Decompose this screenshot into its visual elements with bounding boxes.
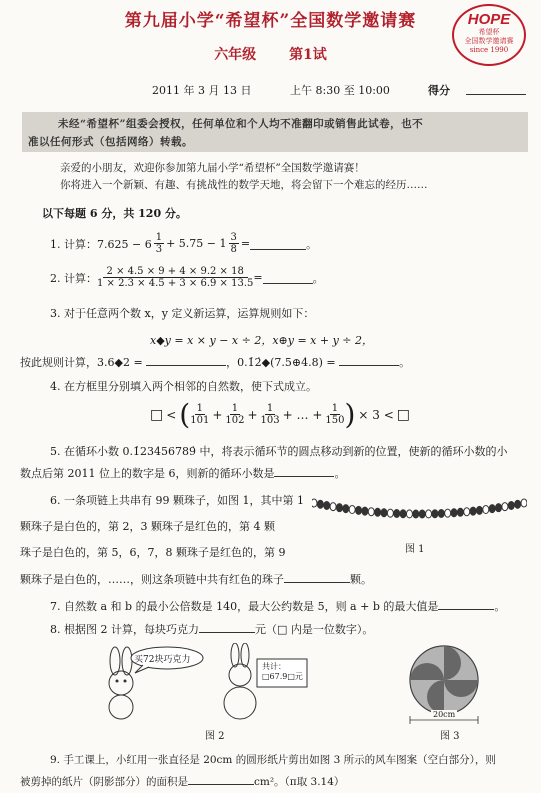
q9-text: 被剪掉的纸片（阴影部分）的面积是	[20, 776, 188, 788]
q6-line-2: 颗珠子是白色的，第 2，3 颗珠子是红色的，第 4 颗	[20, 520, 275, 533]
necklace-bead	[349, 506, 355, 514]
q3-line-3	[20, 353, 410, 370]
q3-end: 。	[399, 356, 411, 369]
q9-line-1: 9. 手工课上，小红用一张直径是 20cm 的圆形纸片剪出如图 3 所示的风车图案（空白部分），则	[50, 754, 496, 766]
q2-denominator: 1 × 2.3 × 4.5 + 3 × 6.9 × 13.5	[97, 278, 254, 289]
necklace-bead	[413, 510, 419, 518]
necklace-figure	[312, 495, 527, 535]
figure-3-caption: 图 3	[440, 731, 460, 742]
necklace-bead	[426, 510, 432, 518]
intro-line-1: 亲爱的小朋友，欢迎你参加第九届小学“希望杯”全国数学邀请赛！	[60, 162, 365, 174]
diameter-label: 20cm	[433, 710, 456, 719]
hope-cup-logo	[452, 4, 526, 66]
q4-frac-2-num: 1	[231, 403, 239, 414]
necklace-bead	[515, 500, 521, 508]
q1-suffix: =	[240, 237, 251, 250]
figure-2-caption: 图 2	[205, 731, 225, 742]
q5-end: 。	[334, 467, 346, 480]
exam-title: 第九届小学“希望杯”全国数学邀请赛	[124, 11, 417, 31]
necklace-bead	[324, 502, 330, 510]
necklace-bead	[387, 509, 393, 517]
exam-time: 上午 8:30 至 10:00	[290, 84, 390, 97]
q4-plus-2: +	[247, 407, 258, 422]
necklace-bead	[336, 504, 342, 512]
necklace-bead	[521, 499, 527, 507]
necklace-bead	[394, 510, 400, 518]
necklace-bead	[502, 503, 508, 511]
copyright-notice	[22, 112, 528, 152]
question-8	[50, 620, 373, 637]
q5-text: 数点后第 2011 位上的数字是 6，则新的循环小数是	[20, 467, 275, 480]
necklace-bead	[312, 499, 317, 507]
question-1: 1. 计算：7.625 − 6 $\frac{1}{3}$ + 5.75 − 1 $\frac{3}{8}$ = 。	[50, 232, 318, 255]
q4-frac-3	[261, 403, 280, 426]
q4-plus-1: +	[212, 407, 223, 422]
necklace-bead	[445, 509, 451, 517]
q4-lt-1: <	[166, 407, 177, 422]
necklace-bead	[483, 506, 489, 514]
notice-line-2: 准以任何形式（包括网络）转载。	[28, 136, 193, 148]
necklace-bead	[451, 509, 457, 517]
q4-frac-1	[190, 403, 209, 426]
q6-line-3: 珠子是白色的，第 5，6，7，8 颗珠子是红色的，第 9	[20, 546, 286, 559]
intro-line-2: 你将进入一个新颖、有趣、有挑战性的数学天地，将会留下一个难忘的经历……	[60, 179, 428, 191]
necklace-bead	[419, 510, 425, 518]
q4-frac-2	[225, 403, 244, 426]
q4-rparen: )	[344, 398, 356, 431]
q4-frac-2-den: 102	[225, 415, 245, 426]
q5-answer-blank[interactable]	[274, 464, 334, 477]
necklace-bead	[489, 505, 495, 513]
necklace-bead	[476, 506, 482, 514]
exam-date: 2011 年 3 月 13 日	[152, 84, 252, 97]
q5-line-2	[20, 464, 345, 481]
q9-unit: cm²。（π取 3.14）	[254, 776, 345, 788]
q7-end: 。	[494, 600, 506, 613]
q1-fraction-1	[154, 232, 164, 255]
q5-line-1: 5. 在循环小数 0.1̇23456789̇ 中，将表示循环节的圆点移动到新的位置，使新的循环小数的小	[50, 445, 508, 458]
question-2: 2. 计算： $\frac{2 \times 4.5 \times 9 + 4 \times 9.2 \times 18}{1 \times 2.3 \times 4.5 + 3 \times 6.9 \times 13.5}$ = 。	[50, 266, 324, 289]
q3-part-b: ，0.1̇2̇◆(7.5⊕4.8) =	[226, 356, 340, 369]
q4-tail: × 3 <	[358, 407, 394, 422]
q4-frac-3-num: 1	[266, 403, 274, 414]
q4-frac-4-den: 150	[325, 415, 345, 426]
q2-prefix: 2. 计算：	[50, 271, 97, 285]
q4-box-left[interactable]: □	[150, 406, 164, 423]
q6-text: 颗珠子是白色的，……，则这条项链中共有红色的珠子	[20, 573, 284, 586]
q1-f1-num: 1	[155, 232, 163, 243]
q4-dots: + … +	[282, 407, 323, 422]
rabbit-left-icon	[109, 647, 133, 719]
necklace-bead	[375, 508, 381, 516]
necklace-bead	[381, 509, 387, 517]
q1-f1-den: 3	[155, 244, 163, 255]
logo-text: HOPE	[467, 11, 511, 28]
necklace-bead	[330, 503, 336, 511]
rabbit-right-icon	[224, 643, 256, 719]
q4-lparen: (	[179, 398, 191, 431]
q1-mid: + 5.75 − 1	[166, 237, 227, 250]
q9-answer-blank[interactable]	[188, 772, 254, 785]
q6-line-4	[20, 570, 372, 587]
necklace-bead	[464, 508, 470, 516]
necklace-bead	[400, 510, 406, 518]
q2-numerator: 2 × 4.5 × 9 + 4 × 9.2 × 18	[103, 266, 248, 278]
q4-line-1: 4. 在方框里分别填入两个相邻的自然数，使下式成立。	[50, 380, 317, 393]
q8-text: 8. 根据图 2 计算，每块巧克力	[50, 623, 199, 636]
question-7	[50, 597, 505, 614]
necklace-bead	[432, 510, 438, 518]
q6-end: 颗。	[350, 573, 372, 586]
notice-line-1: 未经“希望杯”组委会授权，任何单位和个人均不准翻印或销售此试卷，也不	[58, 118, 424, 130]
q4-frac-1-num: 1	[196, 403, 203, 414]
necklace-bead	[496, 504, 502, 512]
q8-unit: 元（□ 内是一位数字）。	[254, 623, 374, 636]
q3-line-1: 3. 对于任意两个数 x，y 定义新运算，运算规则如下：	[50, 307, 315, 320]
bubble-text: 买72块巧克力	[134, 655, 191, 665]
q4-frac-1-den: 101	[190, 415, 210, 426]
score-blank[interactable]	[466, 94, 526, 95]
q7-answer-blank[interactable]	[438, 597, 494, 610]
necklace-bead	[362, 507, 368, 515]
round-label: 第1试	[289, 47, 327, 63]
q1-f2-num: 3	[230, 232, 237, 243]
q9-line-2	[20, 772, 344, 789]
figure-2-illustration	[95, 643, 315, 723]
necklace-bead	[508, 502, 514, 510]
section-label: 以下每题 6 分，共 120 分。	[42, 207, 187, 220]
necklace-bead	[356, 506, 362, 514]
board-text	[262, 662, 303, 682]
necklace-bead	[438, 510, 444, 518]
figure-1-caption: 图 1	[405, 544, 425, 555]
q3-rule: x◆y = x × y − x ÷ 2，x⊕y = x + y ÷ 2，	[150, 334, 374, 347]
q2-fraction	[97, 266, 253, 289]
board-title: 共计：	[262, 662, 286, 671]
board-value: □67.9□元	[262, 672, 303, 681]
q3-part-a: 按此规则计算，3.6◆2 =	[20, 356, 147, 369]
q1-prefix: 1. 计算：7.625 − 6	[50, 237, 152, 251]
q1-f2-den: 8	[230, 244, 237, 255]
q2-suffix: =	[253, 271, 263, 284]
q4-frac-3-den: 103	[260, 415, 280, 426]
q1-fraction-2	[229, 232, 239, 255]
score-label: 得分	[428, 84, 450, 97]
q6-line-1: 6. 一条项链上共串有 99 颗珠子，如图 1，其中第 1	[50, 494, 304, 507]
logo-cn: 希望杯	[478, 28, 500, 36]
q2-answer-blank[interactable]	[263, 271, 313, 284]
q7-text: 7. 自然数 a 和 b 的最小公倍数是 140，最大公约数是 5，则 a + b 的最大值是	[50, 600, 439, 613]
q4-frac-4	[325, 403, 344, 426]
grade-label: 六年级	[214, 47, 257, 63]
q4-box-right[interactable]: □	[396, 406, 411, 423]
logo-since: since 1990	[469, 46, 509, 54]
q4-frac-4-num: 1	[331, 403, 339, 414]
necklace-bead	[368, 508, 374, 516]
q6-answer-blank[interactable]	[284, 570, 350, 583]
q3-answer-blank-1[interactable]	[146, 353, 226, 366]
q3-answer-blank-2[interactable]	[339, 353, 399, 366]
necklace-bead	[317, 500, 323, 508]
q8-answer-blank[interactable]	[199, 620, 255, 633]
necklace-bead	[457, 508, 463, 516]
necklace-bead	[343, 505, 349, 513]
q4-formula	[150, 398, 410, 431]
necklace-bead	[470, 507, 476, 515]
logo-sub: 全国数学邀请赛	[464, 37, 514, 45]
q1-answer-blank[interactable]	[250, 237, 306, 250]
necklace-bead	[406, 510, 412, 518]
